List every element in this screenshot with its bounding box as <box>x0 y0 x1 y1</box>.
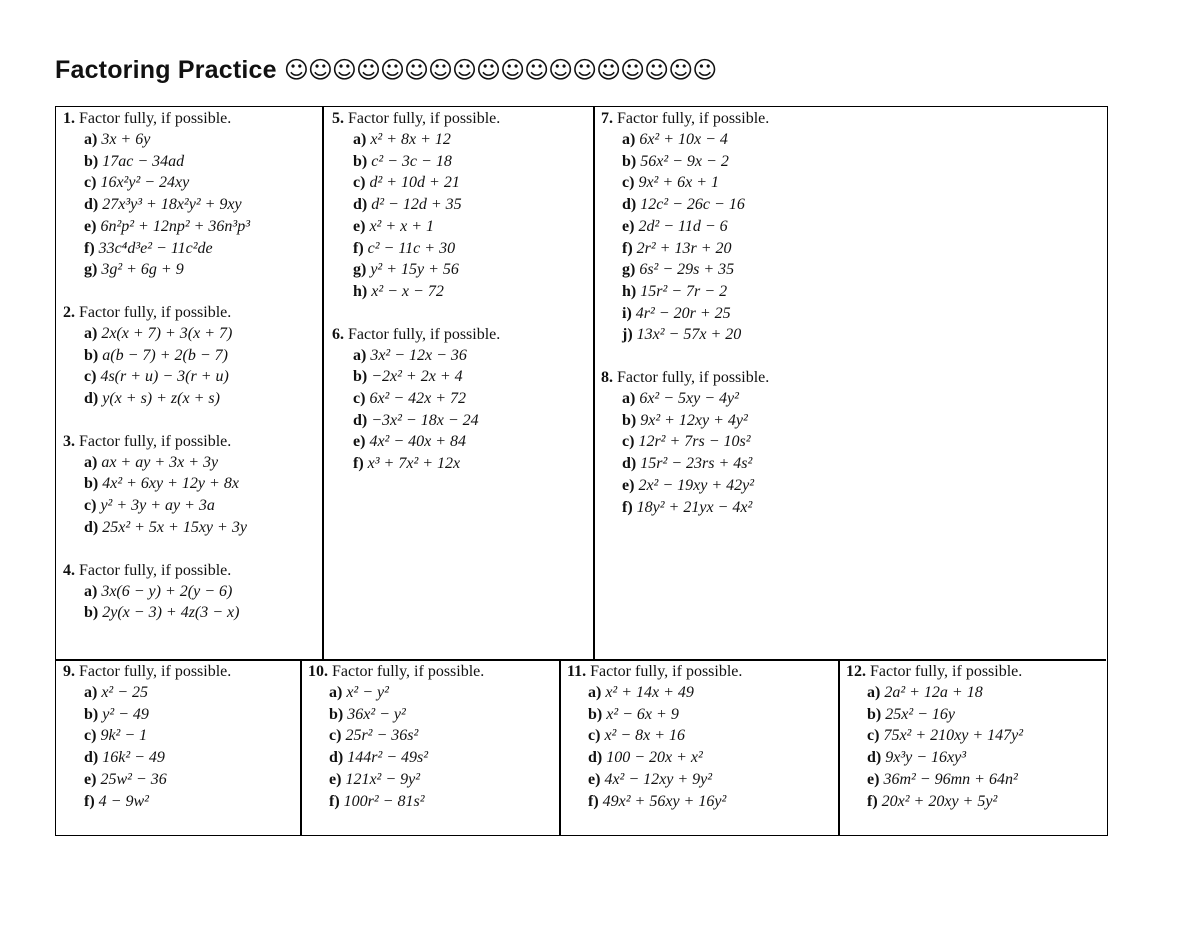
problem-item <box>84 581 319 603</box>
problem-items <box>63 452 319 539</box>
item-expression: 2y(x − 3) + 4z(3 − x) <box>102 604 240 622</box>
item-expression: y² − 49 <box>102 705 149 723</box>
item-expression: 25w² − 36 <box>100 770 167 788</box>
problem-item <box>622 497 1101 519</box>
problem-item <box>588 769 835 791</box>
problem-number: 11. <box>567 663 587 680</box>
problem-item <box>622 151 1101 173</box>
problem-item <box>588 725 835 747</box>
item-expression: y(x + s) + z(x + s) <box>102 390 220 408</box>
problem-item <box>353 410 588 432</box>
item-label: f) <box>588 792 599 810</box>
item-expression: 12c² − 26c − 16 <box>640 196 745 214</box>
problem-item <box>622 410 1101 432</box>
problem-item <box>867 682 1104 704</box>
item-label: c) <box>622 433 635 451</box>
item-expression: c² − 3c − 18 <box>371 152 452 170</box>
problem-instruction: Factor fully, if possible. <box>332 663 485 680</box>
problem-items <box>332 345 588 475</box>
item-expression: 2r² + 13r + 20 <box>636 239 732 257</box>
smiley-icons: ☺☺☺☺☺☺☺☺☺☺☺☺☺☺☺☺☺☺ <box>283 56 717 84</box>
item-expression: 36m² − 96mn + 64n² <box>883 770 1018 788</box>
item-expression: 56x² − 9x − 2 <box>640 152 729 170</box>
problem-item <box>329 747 556 769</box>
item-label: a) <box>329 684 343 701</box>
problem-instruction: Factor fully, if possible. <box>79 561 232 579</box>
item-label: d) <box>353 411 368 429</box>
problem-instruction: Factor fully, if possible. <box>617 369 770 387</box>
item-expression: 2x² − 19xy + 42y² <box>638 476 755 494</box>
item-label: b) <box>84 604 99 622</box>
item-expression: 6s² − 29s + 35 <box>639 261 735 279</box>
problem-item <box>622 453 1101 475</box>
problem-item <box>84 388 319 410</box>
problem-item <box>329 769 556 791</box>
item-label: d) <box>622 196 637 214</box>
problem-item <box>353 431 588 453</box>
item-expression: 9x² + 12xy + 4y² <box>640 411 748 429</box>
item-label: g) <box>622 261 636 279</box>
problem-item <box>353 453 588 475</box>
item-expression: 16k² − 49 <box>102 749 165 767</box>
item-expression: d² − 12d + 35 <box>371 196 462 214</box>
problem-item <box>84 216 319 238</box>
column-divider-bottom-1 <box>300 659 302 835</box>
item-label: f) <box>353 239 364 257</box>
item-label: e) <box>622 217 635 235</box>
item-label: a) <box>84 684 98 701</box>
problem-items <box>63 323 319 410</box>
item-expression: 75x² + 210xy + 147y² <box>883 727 1024 745</box>
problem-item <box>622 238 1101 260</box>
problem-item <box>353 281 588 303</box>
problem-instruction: Factor fully, if possible. <box>79 432 232 450</box>
item-expression: 6n²p² + 12np² + 36n³p³ <box>100 217 251 235</box>
item-label: f) <box>84 792 95 810</box>
problem-item <box>353 172 588 194</box>
problem-number: 10. <box>308 663 328 680</box>
item-label: b) <box>622 152 637 170</box>
item-expression: 17ac − 34ad <box>102 152 185 170</box>
item-label: e) <box>622 476 635 494</box>
problem-heading <box>63 108 319 129</box>
cell-problems-5-6 <box>332 108 588 496</box>
item-expression: 20x² + 20xy + 5y² <box>881 792 998 810</box>
item-expression: 4 − 9w² <box>98 792 149 810</box>
item-expression: d² + 10d + 21 <box>369 174 460 192</box>
problem-items <box>846 682 1104 812</box>
item-label: f) <box>329 792 340 810</box>
problem-item <box>622 216 1101 238</box>
item-label: d) <box>84 390 99 408</box>
item-expression: 25x² − 16y <box>885 705 956 723</box>
item-expression: 9k² − 1 <box>100 727 148 745</box>
cell-problems-1-4 <box>63 108 319 645</box>
problem-instruction: Factor fully, if possible. <box>348 325 501 343</box>
item-label: c) <box>84 727 97 745</box>
item-label: i) <box>622 304 632 322</box>
item-expression: x² + 14x + 49 <box>605 684 694 701</box>
problem-2 <box>63 302 319 410</box>
item-expression: 16x²y² − 24xy <box>100 174 190 192</box>
item-expression: 15r² − 7r − 2 <box>640 282 728 300</box>
column-divider-top-2 <box>593 107 595 660</box>
item-label: e) <box>329 770 342 788</box>
problem-heading <box>601 367 1101 388</box>
problem-heading <box>332 108 588 129</box>
problem-heading <box>846 661 1104 682</box>
item-expression: 15r² − 23rs + 4s² <box>640 455 753 473</box>
item-label: h) <box>622 282 637 300</box>
problem-number: 4. <box>63 561 75 579</box>
problem-item <box>84 129 319 151</box>
item-label: b) <box>353 152 368 170</box>
problem-item <box>84 791 298 813</box>
item-label: e) <box>84 770 97 788</box>
problem-4 <box>63 560 319 624</box>
problem-item <box>867 769 1104 791</box>
item-label: a) <box>867 684 881 701</box>
problem-items <box>63 581 319 624</box>
problem-item <box>353 366 588 388</box>
item-label: a) <box>588 684 602 701</box>
item-expression: x² − 25 <box>101 684 149 701</box>
problem-item <box>353 388 588 410</box>
item-label: e) <box>353 433 366 451</box>
problem-6 <box>332 324 588 475</box>
item-label: a) <box>84 324 98 342</box>
item-expression: 4r² − 20r + 25 <box>635 304 731 322</box>
problem-8 <box>601 367 1101 518</box>
problem-item <box>353 194 588 216</box>
item-label: c) <box>84 497 97 515</box>
problem-item <box>622 475 1101 497</box>
problem-item <box>84 495 319 517</box>
problem-item <box>329 704 556 726</box>
item-expression: 100r² − 81s² <box>343 792 425 810</box>
item-expression: 144r² − 49s² <box>347 749 429 767</box>
item-label: a) <box>84 131 98 148</box>
item-expression: 27x³y³ + 18x²y² + 9xy <box>102 196 242 214</box>
item-expression: 3x² − 12x − 36 <box>370 346 467 364</box>
item-label: g) <box>353 261 367 279</box>
item-expression: y² + 3y + ay + 3a <box>100 497 215 515</box>
item-expression: 33c⁴d³e² − 11c²de <box>98 239 213 257</box>
problem-item <box>353 345 588 367</box>
item-label: e) <box>84 217 97 235</box>
item-expression: 4x² − 12xy + 9y² <box>604 770 713 788</box>
item-label: c) <box>867 727 880 745</box>
item-expression: 4x² + 6xy + 12y + 8x <box>102 475 239 493</box>
problem-instruction: Factor fully, if possible. <box>617 110 770 127</box>
item-label: b) <box>622 411 637 429</box>
item-expression: 9x² + 6x + 1 <box>638 174 720 192</box>
problem-item <box>588 704 835 726</box>
problem-11 <box>567 661 835 812</box>
page-title <box>55 56 716 85</box>
problem-item <box>84 704 298 726</box>
item-expression: 3x + 6y <box>101 131 151 148</box>
item-expression: 121x² − 9y² <box>345 770 421 788</box>
problem-heading <box>63 302 319 323</box>
problem-item <box>84 517 319 539</box>
item-expression: 49x² + 56xy + 16y² <box>602 792 727 810</box>
problem-item <box>84 345 319 367</box>
problem-number: 6. <box>332 325 344 343</box>
problem-item <box>84 238 319 260</box>
item-label: a) <box>622 390 636 408</box>
item-label: e) <box>353 217 366 235</box>
item-label: f) <box>622 498 633 516</box>
item-label: c) <box>84 174 97 192</box>
item-label: b) <box>84 346 99 364</box>
problem-items <box>308 682 556 812</box>
problem-5 <box>332 108 588 303</box>
item-label: d) <box>867 749 882 767</box>
item-label: c) <box>84 368 97 386</box>
problem-heading <box>63 560 319 581</box>
problem-items <box>601 388 1101 518</box>
problem-heading <box>332 324 588 345</box>
problem-item <box>622 281 1101 303</box>
problem-item <box>867 747 1104 769</box>
item-label: f) <box>353 455 364 473</box>
problem-instruction: Factor fully, if possible. <box>79 110 232 127</box>
problem-item <box>84 747 298 769</box>
problem-instruction: Factor fully, if possible. <box>590 663 743 680</box>
problem-12 <box>846 661 1104 812</box>
problem-item <box>329 725 556 747</box>
title-text: Factoring Practice <box>55 56 277 84</box>
column-divider-bottom-2 <box>559 659 561 835</box>
problem-item <box>588 682 835 704</box>
item-label: g) <box>84 261 98 279</box>
problem-item <box>867 791 1104 813</box>
problem-heading <box>308 661 556 682</box>
item-expression: 12r² + 7rs − 10s² <box>638 433 751 451</box>
problem-heading <box>63 661 298 682</box>
problem-item <box>84 452 319 474</box>
problem-number: 3. <box>63 432 75 450</box>
item-label: d) <box>84 518 99 536</box>
item-label: b) <box>84 705 99 723</box>
problem-number: 9. <box>63 663 75 680</box>
problem-items <box>63 682 298 812</box>
cell-problem-9 <box>63 661 298 833</box>
item-expression: 4x² − 40x + 84 <box>369 433 467 451</box>
item-expression: 6x² − 5xy − 4y² <box>639 390 739 408</box>
problem-item <box>84 725 298 747</box>
item-expression: 9x³y − 16xy³ <box>885 749 967 767</box>
problem-item <box>622 129 1101 151</box>
item-label: j) <box>622 326 633 344</box>
item-label: a) <box>622 131 636 148</box>
item-expression: −3x² − 18x − 24 <box>371 411 479 429</box>
cell-problem-11 <box>567 661 835 833</box>
item-label: e) <box>867 770 880 788</box>
cell-problems-7-8 <box>601 108 1101 539</box>
problem-item <box>84 323 319 345</box>
item-label: b) <box>84 475 99 493</box>
item-expression: a(b − 7) + 2(b − 7) <box>102 346 228 364</box>
problem-item <box>622 324 1101 346</box>
problem-grid <box>55 106 1108 836</box>
item-label: c) <box>329 727 342 745</box>
problem-instruction: Factor fully, if possible. <box>870 663 1023 680</box>
problem-item <box>84 473 319 495</box>
item-label: b) <box>329 705 344 723</box>
problem-heading <box>601 108 1101 129</box>
problem-item <box>622 431 1101 453</box>
problem-item <box>84 602 319 624</box>
item-label: d) <box>329 749 344 767</box>
item-label: d) <box>353 196 368 214</box>
problem-item <box>329 791 556 813</box>
item-label: f) <box>867 792 878 810</box>
item-label: d) <box>84 196 99 214</box>
item-label: c) <box>353 390 366 408</box>
item-expression: x³ + 7x² + 12x <box>367 455 461 473</box>
item-expression: x² − y² <box>346 684 389 701</box>
problem-items <box>567 682 835 812</box>
item-label: d) <box>622 455 637 473</box>
item-label: a) <box>84 582 98 600</box>
problem-item <box>353 129 588 151</box>
problem-number: 12. <box>846 663 866 680</box>
item-expression: 3x(6 − y) + 2(y − 6) <box>101 582 233 600</box>
problem-item <box>588 791 835 813</box>
item-expression: 2d² − 11d − 6 <box>638 217 728 235</box>
problem-item <box>353 216 588 238</box>
item-expression: 2a² + 12a + 18 <box>884 684 983 701</box>
item-label: a) <box>353 131 367 148</box>
item-label: a) <box>353 346 367 364</box>
item-expression: 6x² + 10x − 4 <box>639 131 728 148</box>
problem-item <box>622 388 1101 410</box>
problem-item <box>84 259 319 281</box>
item-expression: x² + x + 1 <box>369 217 435 235</box>
problem-1 <box>63 108 319 281</box>
item-expression: 18y² + 21yx − 4x² <box>636 498 753 516</box>
item-expression: −2x² + 2x + 4 <box>371 368 463 386</box>
problem-items <box>601 129 1101 346</box>
problem-item <box>353 259 588 281</box>
item-expression: 6x² − 42x + 72 <box>369 390 467 408</box>
item-expression: x² + 8x + 12 <box>370 131 451 148</box>
item-expression: 100 − 20x + x² <box>606 749 703 767</box>
item-expression: ax + ay + 3x + 3y <box>101 453 219 471</box>
problem-item <box>329 682 556 704</box>
problem-number: 7. <box>601 110 613 127</box>
item-expression: x² − 8x + 16 <box>604 727 686 745</box>
problem-item <box>622 194 1101 216</box>
column-divider-bottom-3 <box>838 659 840 835</box>
item-label: b) <box>353 368 368 386</box>
problem-heading <box>63 431 319 452</box>
problem-instruction: Factor fully, if possible. <box>79 663 232 680</box>
problem-number: 2. <box>63 303 75 321</box>
problem-item <box>622 303 1101 325</box>
item-label: d) <box>588 749 603 767</box>
item-expression: 3g² + 6g + 9 <box>101 261 184 279</box>
item-expression: 25x² + 5x + 15xy + 3y <box>102 518 247 536</box>
item-expression: c² − 11c + 30 <box>367 239 456 257</box>
problem-number: 1. <box>63 110 75 127</box>
item-expression: 13x² − 57x + 20 <box>636 326 742 344</box>
problem-heading <box>567 661 835 682</box>
item-label: b) <box>867 705 882 723</box>
problem-instruction: Factor fully, if possible. <box>79 303 232 321</box>
problem-item <box>867 704 1104 726</box>
problem-item <box>622 172 1101 194</box>
item-expression: x² − x − 72 <box>371 282 444 300</box>
item-label: c) <box>353 174 366 192</box>
problem-item <box>353 238 588 260</box>
problem-item <box>84 194 319 216</box>
item-label: c) <box>588 727 601 745</box>
item-expression: 25r² − 36s² <box>345 727 419 745</box>
item-expression: 2x(x + 7) + 3(x + 7) <box>101 324 233 342</box>
problem-9 <box>63 661 298 812</box>
problem-3 <box>63 431 319 539</box>
item-expression: 4s(r + u) − 3(r + u) <box>100 368 229 386</box>
cell-problem-12 <box>846 661 1104 833</box>
cell-problem-10 <box>308 661 556 833</box>
item-label: f) <box>84 239 95 257</box>
item-label: h) <box>353 282 368 300</box>
column-divider-top-1 <box>322 107 324 660</box>
problem-number: 5. <box>332 110 344 127</box>
problem-item <box>588 747 835 769</box>
problem-items <box>332 129 588 303</box>
item-label: c) <box>622 174 635 192</box>
item-expression: 36x² − y² <box>347 705 406 723</box>
item-label: a) <box>84 453 98 471</box>
problem-items <box>63 129 319 281</box>
problem-item <box>622 259 1101 281</box>
problem-item <box>353 151 588 173</box>
problem-item <box>867 725 1104 747</box>
problem-7 <box>601 108 1101 346</box>
item-label: b) <box>588 705 603 723</box>
problem-instruction: Factor fully, if possible. <box>348 110 501 127</box>
item-label: d) <box>84 749 99 767</box>
problem-item <box>84 172 319 194</box>
problem-item <box>84 682 298 704</box>
problem-item <box>84 151 319 173</box>
item-expression: y² + 15y + 56 <box>370 261 459 279</box>
item-label: f) <box>622 239 633 257</box>
problem-item <box>84 769 298 791</box>
problem-number: 8. <box>601 369 613 387</box>
item-expression: x² − 6x + 9 <box>606 705 679 723</box>
problem-10 <box>308 661 556 812</box>
problem-item <box>84 366 319 388</box>
item-label: e) <box>588 770 601 788</box>
item-label: b) <box>84 152 99 170</box>
